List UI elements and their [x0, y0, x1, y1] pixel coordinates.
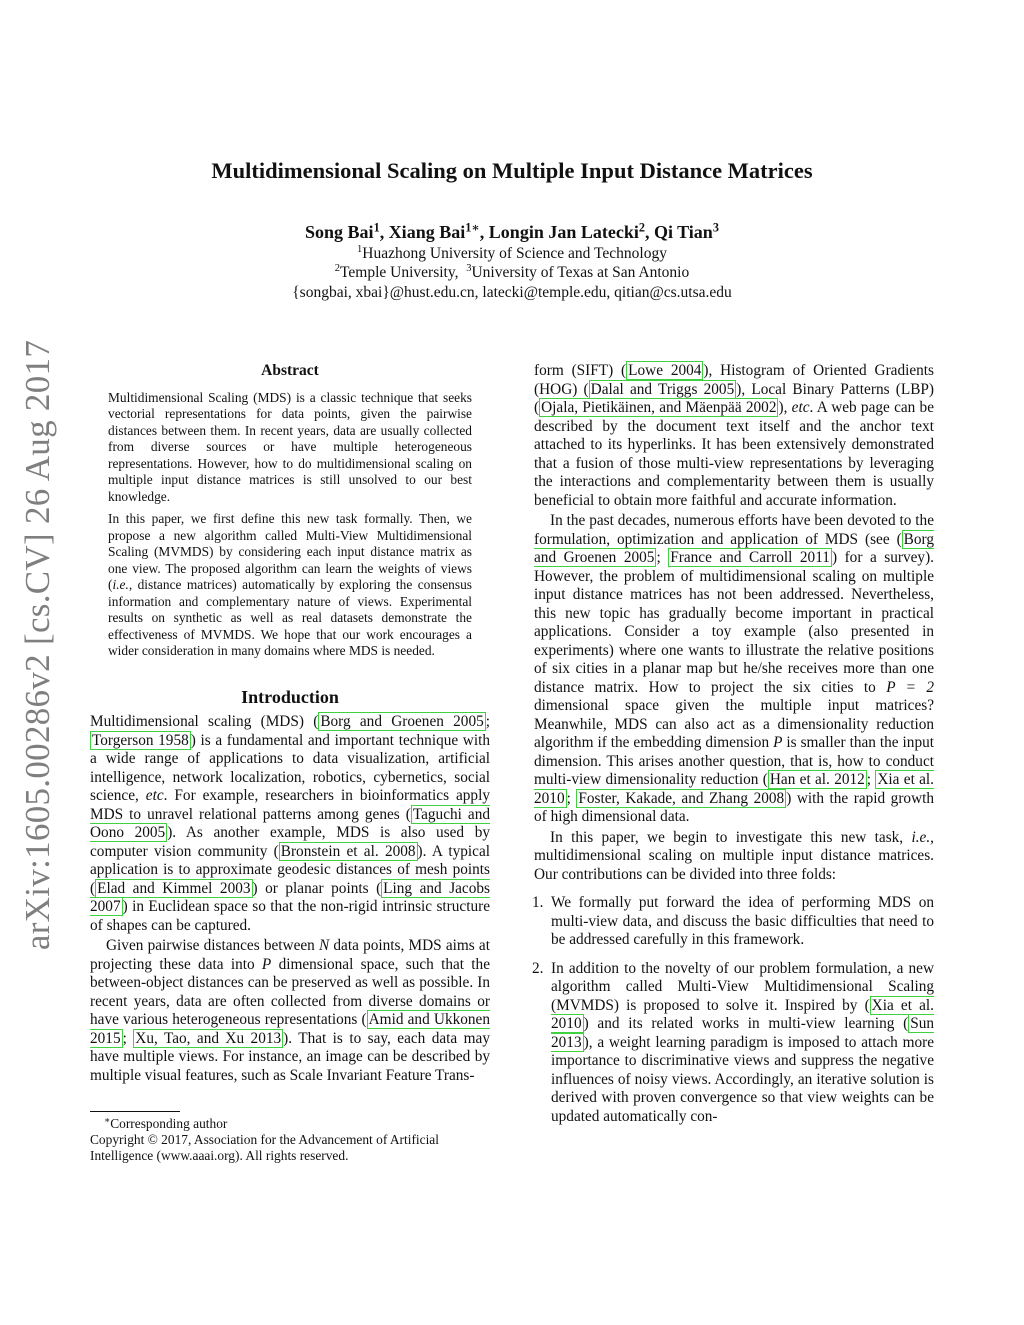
citation-link[interactable]: Xia et al. 2010 — [551, 996, 935, 1032]
left-column — [90, 362, 490, 1164]
citation-link[interactable]: France and Carroll 2011 — [670, 549, 830, 566]
citation-link[interactable]: Xia et al. 2010 — [534, 771, 934, 807]
paper-title: Multidimensional Scaling on Multiple Input Distance Matrices — [211, 158, 813, 183]
arxiv-stamp: arXiv:1605.00286v2 [cs.CV] 26 Aug 2017 — [18, 339, 57, 951]
intro-paragraph: Given pairwise distances between N data points, MDS aims at projecting these data into P dimensional space, such that the between-object distances can be preserved as well as possible. In recent years, data are often collected from diverse domains or have various heterogeneous representations ( Amid and Ukkonen 2015 ; Xu, Tao, and Xu 2013 ). That is to say, each data may have multiple views. For instance, an image can be described by multiple visual features, such as Scale Invariant Feature Trans- — [90, 937, 490, 1084]
author-name: Song Bai — [305, 222, 374, 242]
footnote-divider — [90, 1111, 180, 1112]
body-paragraph: In this paper, we begin to investigate this new task, i.e., multidimensional scaling on multiple input distance matrices. Our contributions can be divided into three folds: — [534, 828, 934, 883]
citation-link[interactable]: Dalal and Triggs 2005 — [590, 380, 735, 398]
citation-link[interactable]: Torgerson 1958 — [92, 731, 189, 749]
affiliation-line-2: $^2$Temple University, $^3$University of Texas at San Antonio — [334, 263, 690, 281]
list-item: 2. In addition to the novelty of our problem formulation, a new algorithm called Multi-View Multidimensional Scaling (MVMDS) is proposed to solve it. Inspired by ( Xia et al. 2010 ) and its related works in multi-view learning ( Sun 2013 ), a weight learning paradigm is imposed to attach more importance to discriminative views and suppress the negative influences of noisy views. Accordingly, an iterative solution is derived with proven convergence so that view weights can be updated automatically con- — [532, 959, 935, 1125]
citation-link[interactable]: Elad and Kimmel 2003 — [97, 879, 251, 897]
author-affiliation-mark: 2 — [638, 220, 645, 235]
corresponding-author-footnote: ∗Corresponding author — [104, 1115, 228, 1131]
author-name: Qi Tian — [653, 222, 713, 242]
abstract — [108, 390, 472, 660]
citation-link[interactable]: Bronstein et al. 2008 — [280, 842, 416, 860]
abstract-heading: Abstract — [261, 362, 319, 379]
author-list: Song Bai$^1$, Xiang Bai$^{1∗}$, Longin Jan Latecki$^2$, Qi Tian$^3$ — [305, 220, 719, 242]
right-column — [534, 362, 934, 1136]
citation-link[interactable]: Borg and Groenen 2005 — [320, 713, 484, 730]
citation-link[interactable]: Borg and Groenen 2005 — [534, 530, 934, 566]
body-paragraph: In the past decades, numerous efforts have been devoted to the formulation, optimization and application of MDS (see ( Borg and Groenen 2005 ; France and Carroll 2011 ) for a survey). However, the problem of multidimensional scaling on multiple input distance matrices has not been addressed. Nevertheless, this new topic has gradually become important in practical applications. Consider a toy example (also presented in experiments) where one wants to illustrate the relative positions of six cities in a planar map but he/she receives more than one distance matrix. How to project the six cities to P = 2 dimensional space given the multiple input matrices? Meanwhile, MDS can also act as a dimensionality reduction algorithm if the embedding dimension P is smaller than the input dimension. This arises another question, that is, how to conduct multi-view dimensionality reduction ( Han et al. 2012 ; Xia et al. 2010 ; Foster, Kakade, and Zhang 2008 ) with the rapid growth of high dimensional data. — [534, 512, 935, 825]
contributions-list — [534, 894, 934, 1126]
copyright-notice: Copyright © 2017, Association for the Advancement of Artificial Intelligence (www.aaai.org). All rights reserved. — [90, 1132, 439, 1163]
inline-equation: P = 2 — [886, 678, 934, 696]
abstract-paragraph: Multidimensional Scaling (MDS) is a classic technique that seeks vectorial representations for data points, given the pairwise distances between them. In recent years, data are usually collected from diverse sources or have multiple heterogeneous representations. However, how to do multidimensional scaling on multiple input distance matrices is still unsolved to our best knowledge. — [108, 389, 472, 504]
author-affiliation-mark: 3 — [712, 220, 719, 235]
list-item: 1. We formally put forward the idea of performing MDS on multi-view data, and discuss the basic difficulties that need to be addressed carefully in this framework. — [532, 894, 934, 948]
affiliation-line-1: $^1$Huazhong University of Science and Technology — [357, 244, 667, 262]
abstract-paragraph: In this paper, we first define this new task formally. Then, we propose a new algorithm called Multi-View Multidimensional Scaling (MVMDS) by considering each input distance matrix as one view. The proposed algorithm can learn the weights of views (i.e., distance matrices) automatically by exploring the consensus information and complementary nature of views. Experimental results on synthetic as well as real datasets demonstrate the effectiveness of MVMDS. We hope that our work encourages a wider consideration in many domains where MDS is needed. — [108, 511, 472, 658]
citation-link[interactable]: Sun 2013 — [551, 1015, 934, 1051]
citation-link[interactable]: Ojala, Pietikäinen, and Mäenpää 2002 — [541, 399, 777, 416]
body-paragraph: form (SIFT) ( Lowe 2004 ), Histogram of Oriented Gradients (HOG) ( Dalal and Triggs 2005 ), Local Binary Patterns (LBP) ( Ojala, Pietikäinen, and Mäenpää 2002 ), etc. A web page can be described by the document text itself and the anchor text attached to its hyperlinks. It has been extensively demonstrated that a fusion of those multi-view representations by leveraging the interactions and complementarity between them is usually beneficial to obtain more faithful and accurate information. — [534, 362, 934, 509]
citation-link[interactable]: Xu, Tao, and Xu 2013 — [135, 1029, 282, 1047]
author-name: Longin Jan Latecki — [488, 222, 639, 242]
author-affiliation-mark: 1 — [373, 220, 380, 235]
citation-link[interactable]: Ling and Jacobs 2007 — [90, 879, 490, 915]
intro-paragraph: Multidimensional scaling (MDS) ( Borg and Groenen 2005 ; Torgerson 1958 ) is a fundamental and important technique with a wide range of applications to data visualization, artificial intelligence, network localization, robotics, cybernetics, social science, etc. For example, researchers in bioinformatics apply MDS to unravel relational patterns among genes ( Taguchi and Oono 2005 ). As another example, MDS is also used by computer vision community ( Bronstein et al. 2008 ). A typical application is to approximate geodesic distances of mesh points ( Elad and Kimmel 2003 ) or planar points ( Ling and Jacobs 2007 ) in Euclidean space so that the non-rigid intrinsic structure of shapes can be captured. — [90, 713, 490, 934]
author-emails: {songbai, xbai}@hust.edu.cn, latecki@temple.edu, qitian@cs.utsa.edu — [292, 284, 732, 301]
introduction-heading: Introduction — [241, 686, 339, 707]
citation-link[interactable]: Foster, Kakade, and Zhang 2008 — [578, 789, 785, 807]
citation-link[interactable]: Amid and Ukkonen 2015 — [90, 1011, 490, 1047]
citation-link[interactable]: Han et al. 2012 — [769, 771, 865, 788]
author-affiliation-mark: 1∗ — [465, 220, 480, 235]
author-name: Xiang Bai — [388, 222, 466, 242]
citation-link[interactable]: Taguchi and Oono 2005 — [90, 805, 490, 841]
citation-link[interactable]: Lowe 2004 — [628, 362, 702, 379]
